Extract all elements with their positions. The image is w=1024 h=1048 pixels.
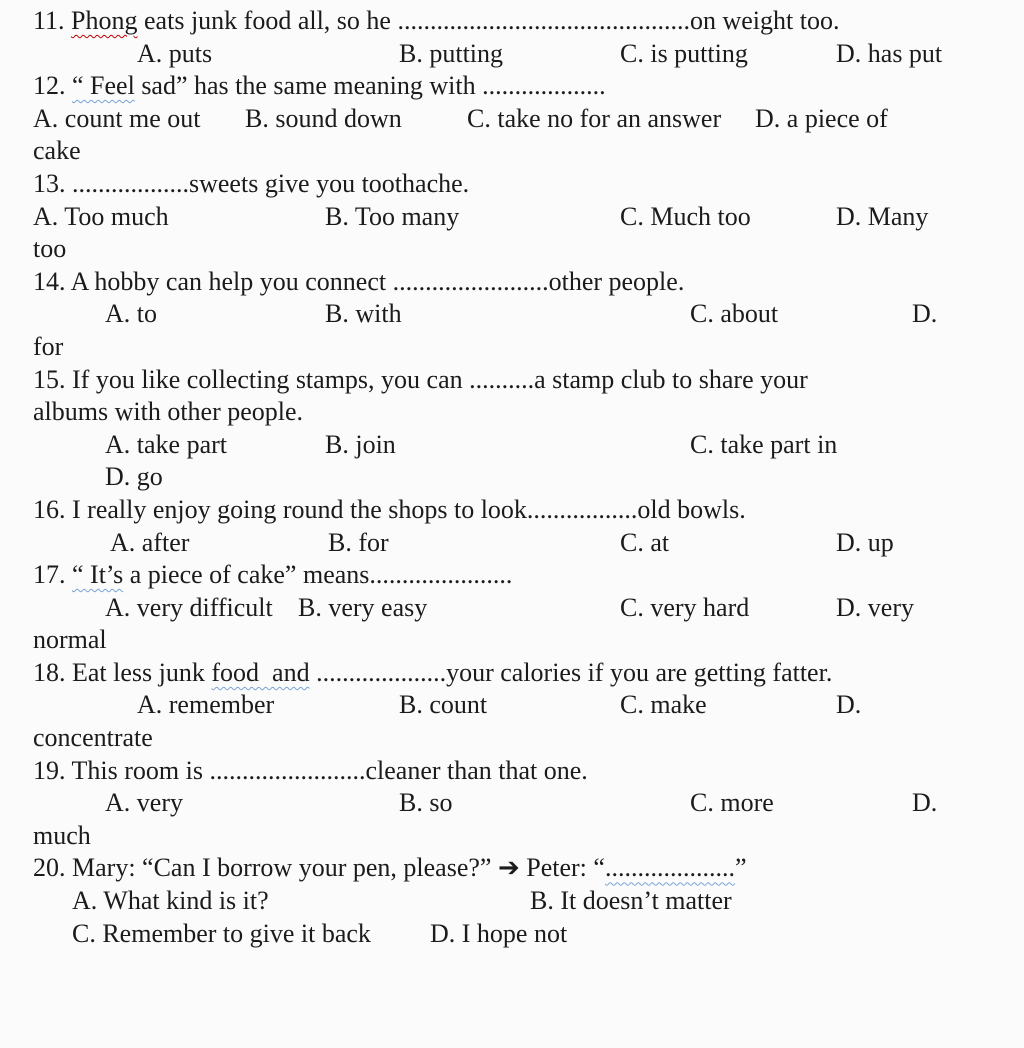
q12-options-line	[0, 103, 1024, 136]
q15-option-d-line	[0, 461, 1024, 494]
grammar-flagged-text: food and	[211, 657, 310, 687]
question-text: 14. A hobby can help you connect ........................other people.	[33, 266, 685, 296]
q15-stem-wrap-line	[0, 396, 1024, 429]
option-c: C. very hard	[620, 592, 750, 622]
q11-options-line	[0, 38, 1024, 71]
option-b: B. with	[325, 299, 402, 329]
option-b: B. count	[399, 690, 488, 720]
option-c: C. at	[620, 527, 670, 557]
q13-option-d-wrap-line	[0, 233, 1024, 266]
option-b: B. Too many	[325, 201, 460, 231]
q20-options-line-2	[0, 918, 1024, 951]
question-text: 13. ..................sweets give you toothache.	[33, 168, 470, 198]
q18-stem-line	[0, 657, 1024, 690]
wrapped-text: much	[33, 820, 91, 850]
question-text: Peter: “	[519, 853, 605, 883]
grammar-flagged-text: “ Feel	[72, 71, 135, 101]
question-text: 18. Eat less junk	[33, 657, 212, 687]
q19-options-line	[0, 787, 1024, 820]
q20-stem-line	[0, 852, 1024, 885]
option-a: A. after	[110, 527, 190, 557]
option-a: A. puts	[137, 38, 213, 68]
q19-option-d-wrap-line	[0, 820, 1024, 853]
option-c: C. take no for an answer	[467, 103, 722, 133]
q12-option-d-wrap-line	[0, 135, 1024, 168]
option-a: A. count me out	[33, 103, 201, 133]
question-text: 16. I really enjoy going round the shops to look.................old bowls.	[33, 494, 746, 524]
option-a: A. Too much	[33, 201, 169, 231]
option-c: C. about	[690, 299, 779, 329]
question-text: eats junk food all, so he .............................................on weight too.	[137, 6, 840, 35]
question-text: 17.	[33, 560, 72, 590]
option-c: C. is putting	[620, 38, 748, 68]
option-d: D.	[912, 299, 938, 329]
option-b: B. It doesn’t matter	[530, 886, 732, 916]
option-c: C. Much too	[620, 201, 751, 231]
option-d: D.	[836, 690, 862, 720]
option-d: D. up	[836, 527, 894, 557]
q14-option-d-wrap-line	[0, 331, 1024, 364]
question-text: 12.	[33, 71, 72, 101]
option-d: D.	[912, 788, 938, 818]
question-text: 11.	[33, 6, 72, 35]
question-text: 20. Mary: “Can I borrow your pen, please?”	[33, 853, 498, 883]
q20-options-line-1	[0, 885, 1024, 918]
option-a: A. take part	[105, 429, 228, 459]
q18-option-d-wrap-line	[0, 722, 1024, 755]
wrapped-text: too	[33, 234, 67, 264]
q14-options-line	[0, 298, 1024, 331]
q15-stem-line	[0, 364, 1024, 397]
option-d: D. I hope not	[430, 918, 568, 948]
question-text: ”	[734, 853, 747, 883]
q17-option-d-wrap-line	[0, 624, 1024, 657]
option-d: D. very	[836, 592, 914, 622]
right-arrow-icon: ➔	[497, 853, 520, 884]
option-a: A. What kind is it?	[72, 886, 269, 916]
q12-stem-line	[0, 70, 1024, 103]
option-b: B. very easy	[298, 592, 428, 622]
option-a: A. to	[105, 299, 157, 329]
q11-stem-line	[0, 5, 1024, 38]
option-c: C. make	[620, 690, 707, 720]
question-text: ....................your calories if you are getting fatter.	[309, 657, 833, 687]
q17-stem-line	[0, 559, 1024, 592]
option-b: B. sound down	[245, 103, 402, 133]
option-b: B. for	[328, 527, 389, 557]
option-c: C. Remember to give it back	[72, 918, 371, 948]
option-b: B. putting	[399, 38, 504, 68]
question-text: a piece of cake” means......................	[123, 560, 513, 590]
q19-stem-line	[0, 755, 1024, 788]
wrapped-text: concentrate	[33, 723, 153, 753]
grammar-flagged-text: “ It’s	[72, 560, 124, 590]
option-a: A. very	[105, 788, 183, 818]
wrapped-text: normal	[33, 625, 107, 655]
q13-options-line	[0, 201, 1024, 234]
q16-options-line	[0, 527, 1024, 560]
question-text: 19. This room is ........................cleaner than that one.	[33, 755, 588, 785]
q14-stem-line	[0, 266, 1024, 299]
option-a: A. very difficult	[105, 592, 273, 622]
option-d: D. Many	[836, 201, 929, 231]
wrapped-text: cake	[33, 136, 81, 166]
question-text: sad” has the same meaning with ...................	[134, 71, 606, 101]
option-d: D. has put	[836, 38, 943, 68]
q13-stem-line	[0, 168, 1024, 201]
option-d: D. a piece of	[755, 103, 888, 133]
q18-options-line	[0, 689, 1024, 722]
wrapped-text: albums with other people.	[33, 397, 304, 427]
q15-options-line	[0, 429, 1024, 462]
option-b: B. so	[399, 788, 453, 818]
option-c: C. take part in	[690, 429, 838, 459]
option-a: A. remember	[137, 690, 275, 720]
q17-options-line	[0, 592, 1024, 625]
option-d: D. go	[105, 462, 163, 492]
option-b: B. join	[325, 429, 396, 459]
option-c: C. more	[690, 788, 774, 818]
question-text: 15. If you like collecting stamps, you can ..........a stamp club to share your	[33, 364, 808, 394]
q16-stem-line	[0, 494, 1024, 527]
grammar-flagged-text: ....................	[604, 853, 735, 883]
wrapped-text: for	[33, 331, 64, 361]
misspelled-word: Phong	[71, 6, 138, 35]
